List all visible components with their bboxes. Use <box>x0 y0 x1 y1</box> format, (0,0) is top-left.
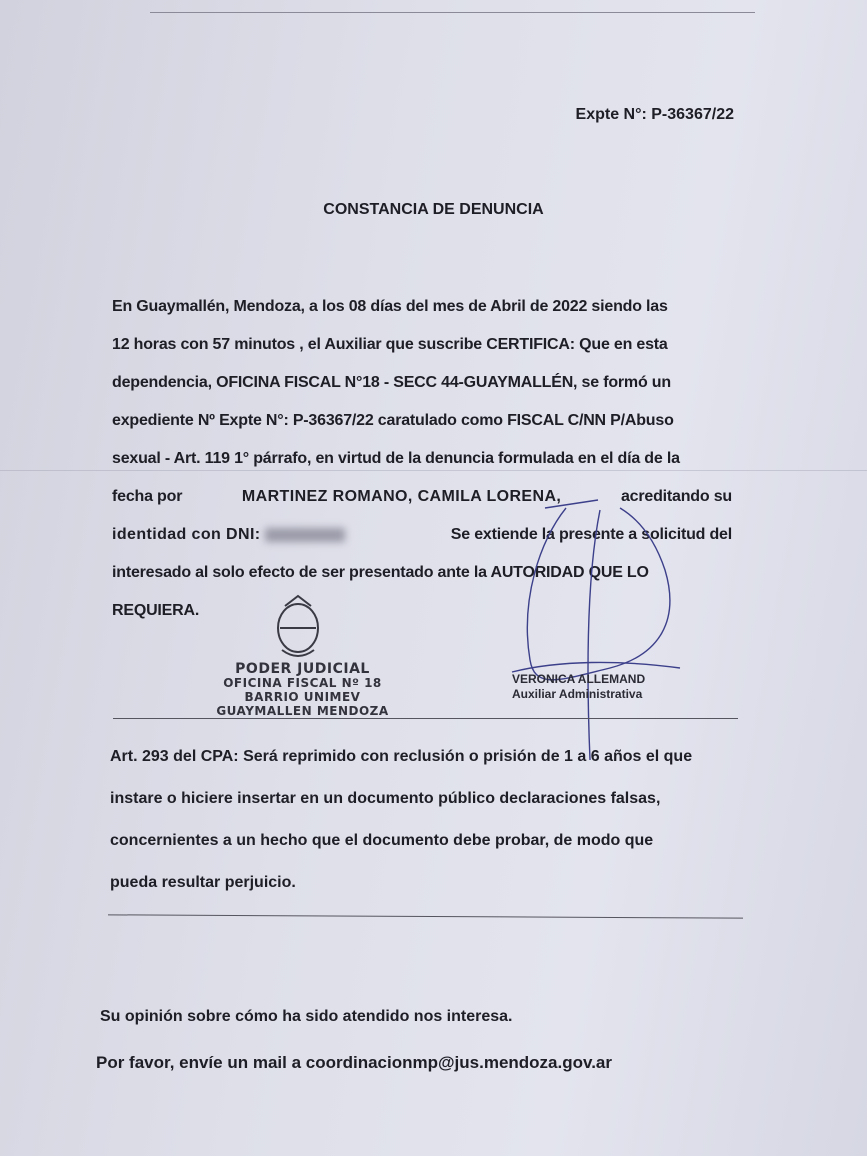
document-title: CONSTANCIA DE DENUNCIA <box>323 201 544 218</box>
text: expediente Nº Expte N°: P-36367/22 caratulado como FISCAL C/NN P/Abuso <box>112 412 674 429</box>
legal-article <box>110 736 740 904</box>
text: instare o hiciere insertar en un documento público declaraciones falsas, <box>110 790 661 807</box>
text: Se extiende la presente a solicitud del <box>450 526 732 543</box>
signatory-name: VERONICA ALLEMAND <box>512 672 646 686</box>
article-line <box>110 736 740 778</box>
contact-email-text: Por favor, envíe un mail a coordinacionmp@jus.mendoza.gov.ar <box>96 1053 612 1072</box>
stamp-line: OFICINA FISCAL Nº 18 <box>223 676 382 690</box>
dni-label: identidad con DNI: <box>112 526 261 543</box>
text: pueda resultar perjuicio. <box>110 874 296 891</box>
article-line <box>110 862 740 904</box>
divider <box>113 718 738 719</box>
stamp-line: BARRIO UNIMEV <box>244 690 361 704</box>
stamp-line: PODER JUDICIAL <box>235 661 370 677</box>
text: sexual - Art. 119 1° párrafo, en virtud de la denuncia formulada en el día de la <box>112 450 680 467</box>
text: concernientes a un hecho que el documento debe probar, de modo que <box>110 832 654 849</box>
feedback-text: Su opinión sobre cómo ha sido atendido nos interesa. <box>100 1008 513 1025</box>
text: Art. 293 del CPA: Será reprimido con reclusión o prisión de 1 a 6 años el que <box>110 748 693 765</box>
text: REQUIERA. <box>112 602 200 619</box>
text: En Guaymallén, Mendoza, a los 08 días del mes de Abril de 2022 siendo las <box>112 298 668 315</box>
article-line <box>110 820 740 862</box>
article-line <box>110 778 740 820</box>
stamp-line: GUAYMALLEN MENDOZA <box>216 704 389 718</box>
complainant-name: MARTINEZ ROMANO, CAMILA LORENA, <box>241 488 562 505</box>
text: fecha por <box>112 488 183 505</box>
coat-of-arms-icon <box>278 596 318 656</box>
text: 12 horas con 57 minutos , el Auxiliar que suscribe CERTIFICA: Que en esta <box>112 336 668 353</box>
expediente-number: Expte N°: P-36367/22 <box>575 106 734 123</box>
text: dependencia, OFICINA FISCAL N°18 - SECC 44-GUAYMALLÉN, se formó un <box>112 374 671 391</box>
signature-scribble <box>512 500 680 760</box>
text: acreditando su <box>620 488 732 505</box>
court-stamp <box>215 662 390 718</box>
text: interesado al solo efecto de ser presentado ante la AUTORIDAD QUE LO <box>112 564 649 581</box>
signatory-stamp <box>512 672 645 702</box>
signatory-role: Auxiliar Administrativa <box>512 687 643 701</box>
